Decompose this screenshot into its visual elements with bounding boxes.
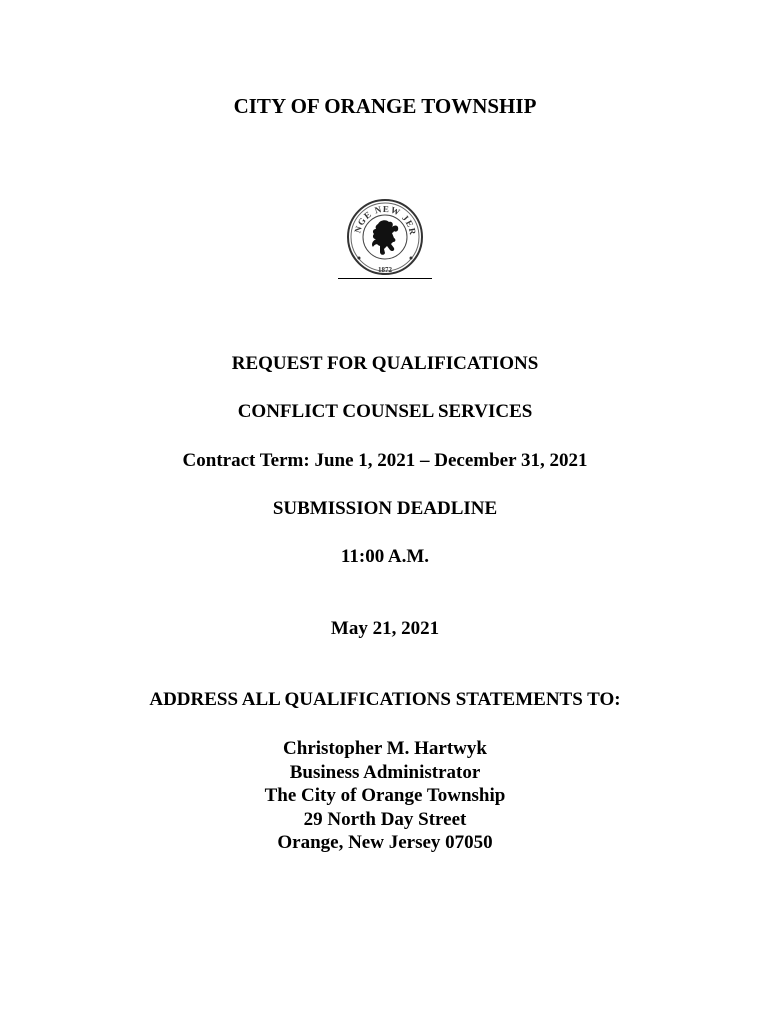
seal-underline	[338, 278, 432, 279]
seal-top-text: NGE NEW JER	[352, 203, 419, 237]
document-subject: CONFLICT COUNSEL SERVICES	[237, 401, 533, 422]
page-title: CITY OF ORANGE TOWNSHIP	[233, 94, 537, 118]
deadline-date: May 21, 2021	[330, 618, 440, 639]
address-line: Orange, New Jersey 07050	[277, 832, 493, 853]
deadline-time: 11:00 A.M.	[340, 546, 430, 567]
address-line: Business Administrator	[289, 761, 481, 783]
lion-seal-icon	[338, 194, 432, 280]
address-block	[0, 737, 770, 855]
city-seal	[338, 194, 432, 280]
address-line: 29 North Day Street	[303, 808, 467, 830]
address-intro: ADDRESS ALL QUALIFICATIONS STATEMENTS TO:	[149, 689, 621, 710]
contract-term: Contract Term: June 1, 2021 – December 31, 2021	[182, 450, 588, 471]
address-line: The City of Orange Township	[264, 785, 506, 806]
document-heading: REQUEST FOR QUALIFICATIONS	[231, 353, 539, 374]
address-line: Christopher M. Hartwyk	[283, 738, 487, 759]
seal-year: 1872	[378, 266, 392, 274]
deadline-label: SUBMISSION DEADLINE	[272, 498, 498, 519]
